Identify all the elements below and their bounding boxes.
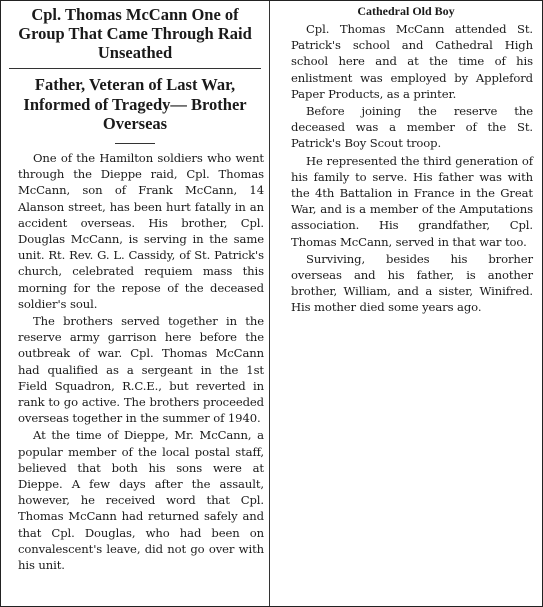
paragraph: Surviving, besides his brorher overseas and his father, is another brother, William, and a sister, Winifred. His mother died some years ago.	[291, 251, 533, 315]
paragraph: Before joining the reserve the deceased was a member of the St. Patrick's Boy Scout troop.	[291, 104, 533, 151]
paragraph: At the time of Dieppe, Mr. McCann, a popular member of the local postal staff, believed that both his sons were at Dieppe. A few days after the assault, however, he received word that Cpl. Thomas McCann had returned safely and that Cpl. Douglas, who had been on convalescent's leave, did not go over with his unit.	[18, 428, 264, 573]
paragraph: Cpl. Thomas McCann attended St. Patrick's school and Cathedral High school here and at the time of his enlistment was employed by Appleford Paper Products, as a printer.	[291, 22, 533, 101]
right-column	[271, 1, 541, 316]
subheading: Cathedral Old Boy	[357, 4, 455, 18]
paragraph: He represented the third generation of his family to serve. His father was with the 4th Battalion in France in the Great War, and is a member of the Amputations association. His grandfather, Cpl. Thomas McCann, served in that war too.	[291, 153, 533, 249]
headline: Cpl. Thomas McCann One of Group That Came Through Raid Unseathed	[18, 5, 252, 62]
column-divider	[269, 1, 270, 606]
right-article-body	[271, 19, 541, 316]
left-column	[1, 1, 269, 573]
paragraph: One of the Hamilton soldiers who went through the Dieppe raid, Cpl. Thomas McCann, son of Frank McCann, 14 Alanson street, has been hurt fatally in an accident overseas. His brother, Cpl. Douglas McCann, is serving in the same unit. Rt. Rev. G. L. Cassidy, of St. Patrick's church, celebrated requiem mass this morning for the repose of the deceased soldier's soul.	[18, 151, 264, 311]
deck-headline: Father, Veteran of Last War, Informed of Tragedy— Brother Overseas	[23, 75, 247, 133]
left-article-body	[1, 144, 269, 573]
paragraph: The brothers served together in the reserve army garrison here before the outbreak of war. Cpl. Thomas McCann had qualified as a sergeant in the 1st Field Squadron, R.C.E., but reverted in rank to go active. The brothers proceeded overseas together in the summer of 1940.	[18, 314, 264, 426]
